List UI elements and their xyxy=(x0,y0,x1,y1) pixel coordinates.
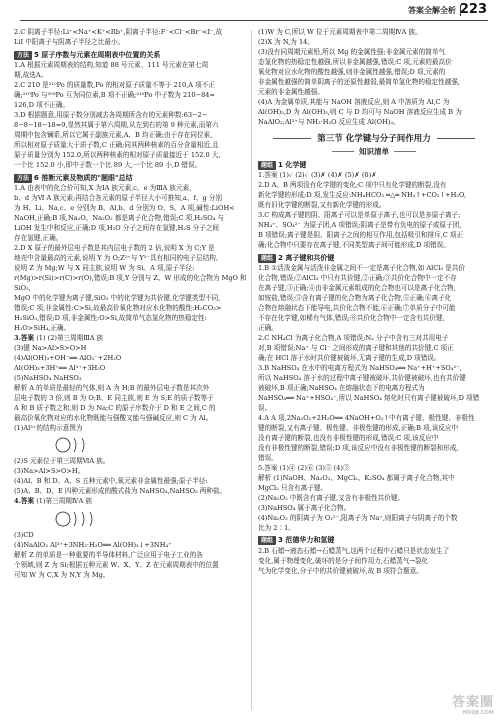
subtitle-rule-left xyxy=(332,151,354,152)
text-line: 层电子数的 3 倍,则 B 为 O;B、E 同主族,则 E 为 S;E 的质子数等于 xyxy=(14,393,214,402)
text-line: 所以 NaHSO₄ 溶于水的过程中离子键被破坏,共价键被破坏,也有共价键 xyxy=(258,374,466,382)
chapter-heading xyxy=(258,134,490,145)
section-title: 3 范德华力和氢键 xyxy=(278,536,335,544)
text-line: 2.C NH₄Cl 为离子化合物,A 项错误;N₂ 分子中含有三对共用电子 xyxy=(258,334,449,342)
text-line: (5)A、B、D、E 四种元素形成的酸式盐为 NaHSO₄,NaHSO₃ 两种盐。 xyxy=(14,487,227,495)
group-badge: 题组 xyxy=(258,536,276,545)
text-line: (4)Al、B 和 D、A、S 五种元素中,氧元素非金属性最强;原子半径: xyxy=(14,477,208,485)
subtitle-rule-right xyxy=(394,151,416,152)
text-line: (5)NaHSO₄ NaHSO₃ xyxy=(14,373,82,382)
text-line: 新化学键的形成;D 项,发生反应:NH₄HCO₃ ═△═ NH₃↑+CO₂↑+H₂O, xyxy=(258,191,467,199)
atomic-structure-diagram xyxy=(54,508,247,530)
text-line: (3)Na>Al>S>O>H。 xyxy=(14,467,85,475)
text-line: MgCl₂ 只含有离子键。 xyxy=(258,483,328,492)
section-heading xyxy=(258,254,490,264)
page-header xyxy=(0,0,500,22)
text-line: (1)W 为 C,所以 W 位于元素周期表中第二周期ⅣA 族。 xyxy=(258,28,422,36)
text-line: (3)没有同周期元素铅,所以 Mg 的金属性强;非金属元素的简单气 xyxy=(258,48,446,56)
ion-structure-svg xyxy=(54,434,94,456)
subtitle-heading xyxy=(258,147,490,157)
section-heading xyxy=(258,536,490,546)
text-line: 确;化合物中只要存在离子键,不同类型离子间可能形成,D 项错误。 xyxy=(258,241,450,249)
text-line: 周期中包含镧系,所以它属于副族元素,A、B 均正确;由于存在同位素, xyxy=(14,131,213,139)
text-line: 没有非极性键的断裂,错误;D 项,该反应中没有非极性键的断裂和形成, xyxy=(258,443,459,452)
text-line: (2)Na₂O₂ 中既含有离子键,又含有非极性共价键。 xyxy=(258,493,405,502)
text-line: 2.C 210 是²¹⁰Po 的质量数,Po 的相对原子质量不等于 210,A 项不正 xyxy=(14,81,215,89)
text-line: (4)NaAlO₂ Al³⁺+3NH₃·H₂O══ Al(OH)₃↓+3NH₄⁺ xyxy=(14,540,172,549)
text-line: LiI 中阳离子与阴离子半径之比最小。 xyxy=(14,38,125,46)
text-line: B 项错误;离子键是阴、阳离子之间的相互作用,包括吸引和排斥,C 项正 xyxy=(258,231,464,239)
left-column xyxy=(14,28,247,710)
atomic-structure-diagram xyxy=(54,434,247,456)
text-line: 错误;C 项,非金属性:C>Si,故最高价氧化物对应水化物的酸性:H₂CO₃> xyxy=(14,303,222,312)
watermark-url: MXQE.COM xyxy=(462,710,494,716)
text-line: 4.A A 项,2Na₂O₂+2H₂O══ 4NaOH+O₂↑中有离子键、极性键、非极性 xyxy=(258,413,475,422)
text-line: 解析 A 的单质是最轻的气体,则 A 为 H;B 的最外层电子数是其次外 xyxy=(14,383,210,392)
answer-text: (1) (2)第三周期ⅢA 族 xyxy=(36,333,104,342)
section-title: 6 推断元素及物质的"题眼"总结 xyxy=(34,173,133,182)
text-line: LiOH 发生中和反应,正确;D 项,H₂O 分子之间存在氢键,H₂S 分子之间 xyxy=(14,224,220,232)
text-line: 非金属性越强的简单阴离子的还原性越弱,最简单氢化物的稳定性越强, xyxy=(258,78,461,86)
text-line: A 和 B 质子数之和,则 D 为 Na;C 的原子序数介于 D 和 E 之间,C 的 xyxy=(14,403,216,412)
answer-text: (1)第三周期ⅣA 族 xyxy=(36,497,92,505)
column-divider xyxy=(251,30,252,710)
chapter-title: 第三节 化学键与分子间作用力 xyxy=(317,133,431,144)
text-line: 键的断裂,又有离子键、极性键、非极性键的形成,正确;B 项,该反应中 xyxy=(258,423,459,432)
answer-label: 4.答案 xyxy=(14,497,35,505)
text-line: 最高价氧化物对应的水化物既能与强酸又能与强碱反应,则 C 为 Al。 xyxy=(14,413,213,422)
header-rule xyxy=(20,20,488,21)
text-line: NaOH,正确;B 项,Na₂O、Na₂O₂ 都是离子化合物,错误;C 项,H₂SO₄ 与 xyxy=(14,214,224,222)
text-line: 没有离子键的断裂,也没有非极性键的形成,错误;C 项,该反应中 xyxy=(258,433,439,442)
text-line: 错误。 xyxy=(258,453,278,462)
chapter-rule-right xyxy=(437,138,475,139)
watermark-logo xyxy=(452,691,494,716)
text-line: (3)NaHSO₄ 属于离子化合物。 xyxy=(258,503,351,512)
text-line: 5.答案 (1)④ (2)⑥ (3)⑤ (4)③ xyxy=(258,463,350,472)
text-line: 态氢化物的热稳定性越强,所以非金属越强,错误;C 项,元素的最高价 xyxy=(258,58,452,66)
section-heading xyxy=(14,51,247,61)
group-badge: 题组 xyxy=(258,161,276,170)
subtitle-text: 知识清单 xyxy=(359,146,389,156)
text-line: (1)Al³⁺的结构示意图为 xyxy=(14,423,83,432)
text-line: 3.C 构成离子键的阴、阳离子可以是单原子离子,也可以是多原子离子; xyxy=(258,211,461,219)
text-line: 元素的非金属性越强。 xyxy=(258,88,324,96)
text-line: (4)Na₂O₂ 的阴离子为 O₂²⁻,阳离子为 Na⁺,则阳离子与阴离子的个数 xyxy=(258,513,458,522)
text-line: 如铵盐,错误;⑤含有离子键的化合物为离子化合物,⑤正确;⑥离子化 xyxy=(258,294,452,302)
text-line: 2.D A、B 两项没有化学键的变化;C 项中只有化学键的断裂,没有 xyxy=(258,181,447,189)
atom-structure-svg xyxy=(54,508,102,530)
section-title: 2 离子键和共价键 xyxy=(278,253,335,262)
text-line: 所以相对原子质量大于质子数,C 正确;同其两种核素的百分含量相近,且 xyxy=(14,141,219,149)
text-line: 变化,属于物理变化,破坏的是分子间作用力,石蜡蒸气→裂化 xyxy=(258,556,429,565)
text-line: 说明 Z 为 Mg;W 与 X 同主族,说明 W 为 Si。A 项,原子半径: xyxy=(14,264,195,272)
section-title: 1 化学键 xyxy=(278,160,307,169)
text-line: 确;²¹⁰Po 与²⁰⁹Po 互为同位素,B 项不正确;²¹⁰Po 中子数为 210−84= xyxy=(14,91,216,99)
section-heading xyxy=(14,174,247,184)
text-line: 个领域,则 Z 为 Si;根据五种元素 W、X、Y、Z 在元素周期表中的位置 xyxy=(14,560,219,569)
text-line: 3.D 根据题意,用原子数分别减去各周期所含有的元素种数:63−2− xyxy=(14,111,208,119)
text-line: r(Mg)>r(Si)>r(C)>r(O),错误;B 项,Y 分别与 Z、W 形成的化合物为 MgO 和 SiO₂, xyxy=(14,274,247,292)
text-line: 对,B 项错误;Na⁺ 与 Cl⁻ 之间形成的离子键和其他的共价键,C 项正 xyxy=(258,344,454,352)
text-line: 1.B ①活泼金属与活泼非金属之间不一定是离子化合物,如 AlCl₃ 是共价 xyxy=(258,264,465,272)
text-line: NaAlO₂;Al³⁺与 NH₃·H₂O 反应生成 Al(OH)₃。 xyxy=(258,118,400,126)
text-line: Al(OH)₃,D 为 Al(OH)₃,则 C 与 D 均可与 NaOH 溶液反应生成 B 为 xyxy=(258,108,462,116)
section-title: 5 原子序数与元素在周期表中位置的关系 xyxy=(34,50,161,59)
text-line: 为 H、Li、Na,c、e 分别为 B、Al,b、d 分别为 O、S。A 项,碱性:LiOH< xyxy=(14,204,235,212)
text-line: NH₄⁺、SO₄²⁻ 为原子团,A 项错误;阴离子是带有负电的原子或原子团, xyxy=(258,221,462,229)
text-line: 正确。 xyxy=(258,324,278,332)
text-line: 1.A 由表中的化合价可知,X 为ⅠA 族元素,c、e 为ⅢA 族元素, xyxy=(14,184,192,192)
text-line: 3.B NaHSO₄ 在水中的电离方程式为 NaHSO₄══ Na⁺+H⁺+SO₄²⁻, xyxy=(258,364,462,372)
text-line: 2.B 石蜡→液态石蜡→石蜡蒸气,这两个过程中石蜡只是状态发生了 xyxy=(258,546,450,555)
text-line: 解析 (1)NaOH、Na₂O₂、MgCl₂、K₂SO₄ 都属于离子化合物,其中 xyxy=(258,473,455,482)
text-line: 气为化学变化,分子中的共价键被破坏,故 B 项符合题意。 xyxy=(258,566,423,575)
header-label: 答案全解全析 xyxy=(408,6,456,15)
text-line: 1.答案 (1)✓ (2)✓ (3)✗ (4)✗ (5)✗ (6)✗ xyxy=(258,171,377,179)
text-line: H₂SiO₃,错误;D 项,非金属性:O>Si,故简单气态氢化物的热稳定性: xyxy=(14,313,207,322)
text-line: 126,D 项不正确。 xyxy=(14,101,70,109)
text-line: 既有旧化学键的断裂,又有新化学键的形成。 xyxy=(258,201,386,209)
watermark-text: 答案圈 xyxy=(451,695,494,710)
text-line: Al(OH)₃+3H⁺══ Al³⁺+3H₂O xyxy=(14,363,106,372)
group-badge: 题组 xyxy=(258,254,276,263)
text-line: 地壳中含量最高的元素,说明 Y 为 O;Z²⁺与 Y²⁻具有相同的电子层结构, xyxy=(14,254,218,262)
text-line: 在离子键,③正确;④由非金属元素组成的化合物也可以是离子化合物, xyxy=(258,284,456,292)
text-line: (2)X 为 N,为 14。 xyxy=(258,38,314,46)
answer-line xyxy=(14,497,247,507)
text-line: (2)S 元素位于第三周期ⅥA 族。 xyxy=(14,457,110,465)
text-line: 8−8−18−18=9,显然其属于第六周期,从左到右的第 9 种元素,而第六 xyxy=(14,121,219,129)
text-line: 合物在熔融状态下能导电,共价化合物不能,⑥正确;⑦单质分子中可能 xyxy=(258,304,456,312)
text-line: 氧化物对应水化物的酸性越强,则非金属性越强,错误;D 项,元素的 xyxy=(258,68,446,76)
text-line: 1.A 根据元素周期表的结构,知道 88 号元素、111 号元素在第七周 xyxy=(14,61,209,69)
text-line: 解析 Z 的单质是一种重要的半导体材料,广泛应用于电子工业的各 xyxy=(14,550,203,559)
text-line: 2.C 阴离子半径:Li⁺<Na⁺<K⁺<Rb⁺,阴离子半径:F⁻<Cl⁻<Br⁻<I⁻,故 xyxy=(14,28,223,36)
text-line: 可知 W 为 C,X 为 N,Y 为 Mg。 xyxy=(14,570,110,579)
text-line: 化合物,错误;②AlCl₃ 中只有共价键,②正确;③共价化合物中一定不存 xyxy=(258,274,457,282)
text-line: NaHSO₄══ Na⁺+HSO₄⁻,所以 NaHSO₄ 熔化时只有离子键被破坏,D 项错误。 xyxy=(258,394,480,412)
text-line: (4)A 为金属单质,其能与 NaOH 溶液反应,则 A 中溶质为 Al,C 为 xyxy=(258,98,450,106)
text-line: 被破坏,B 项正确;NaHSO₄ 在熔融状态下的电离方程式为 xyxy=(258,384,425,392)
answer-line xyxy=(14,334,247,344)
text-line: 原子质量分别为 152.0,所以两种核素的相对原子质量接近于 152.0 大, xyxy=(14,151,221,159)
method-badge: 方法 xyxy=(14,51,32,60)
text-line: H₂O>SiH₄,正确。 xyxy=(14,323,71,332)
text-line: 2.D X 原子的最外层电子数是其内层电子数的 2 倍,说明 X 为 C;Y 是 xyxy=(14,244,215,252)
text-line: 一个比 152.0 小,即中子数一个比 89 大,一个比 89 小,D 错误。 xyxy=(14,161,202,169)
text-line: 比为 2∶1。 xyxy=(258,523,295,532)
text-line: 不存在化学键,如稀有气体,错误;⑧共价化合物中一定含有共价键, xyxy=(258,314,445,322)
section-heading xyxy=(258,161,490,171)
text-line: (3)CD xyxy=(14,530,34,539)
text-line: (3)键 Na>Al>S>O>H xyxy=(14,343,87,352)
text-line: MgO 中的化学键为离子键,SiO₂ 中的化学键为共价键,化学键类型不同, xyxy=(14,293,221,302)
text-line: 存在氢键,正确。 xyxy=(14,234,63,242)
chapter-rule-left xyxy=(273,138,311,139)
text-line: b、d 为Ⅵ A 族元素;再结合各元素的原子半径大小可推知,a、f、g 分别 xyxy=(14,194,222,202)
text-line: 期,故选A。 xyxy=(14,71,48,79)
answer-label: 3.答案 xyxy=(14,333,35,342)
text-line: 确;在 HCl 溶于水时共价键被破坏,无离子键的生成,D 项错误。 xyxy=(258,354,441,362)
page-number: 223 xyxy=(459,2,487,17)
method-badge: 方法 xyxy=(14,174,32,183)
right-column xyxy=(258,28,490,710)
text-line: (4)Al(OH)₃+OH⁻══ AlO₂⁻+2H₂O xyxy=(14,353,122,362)
